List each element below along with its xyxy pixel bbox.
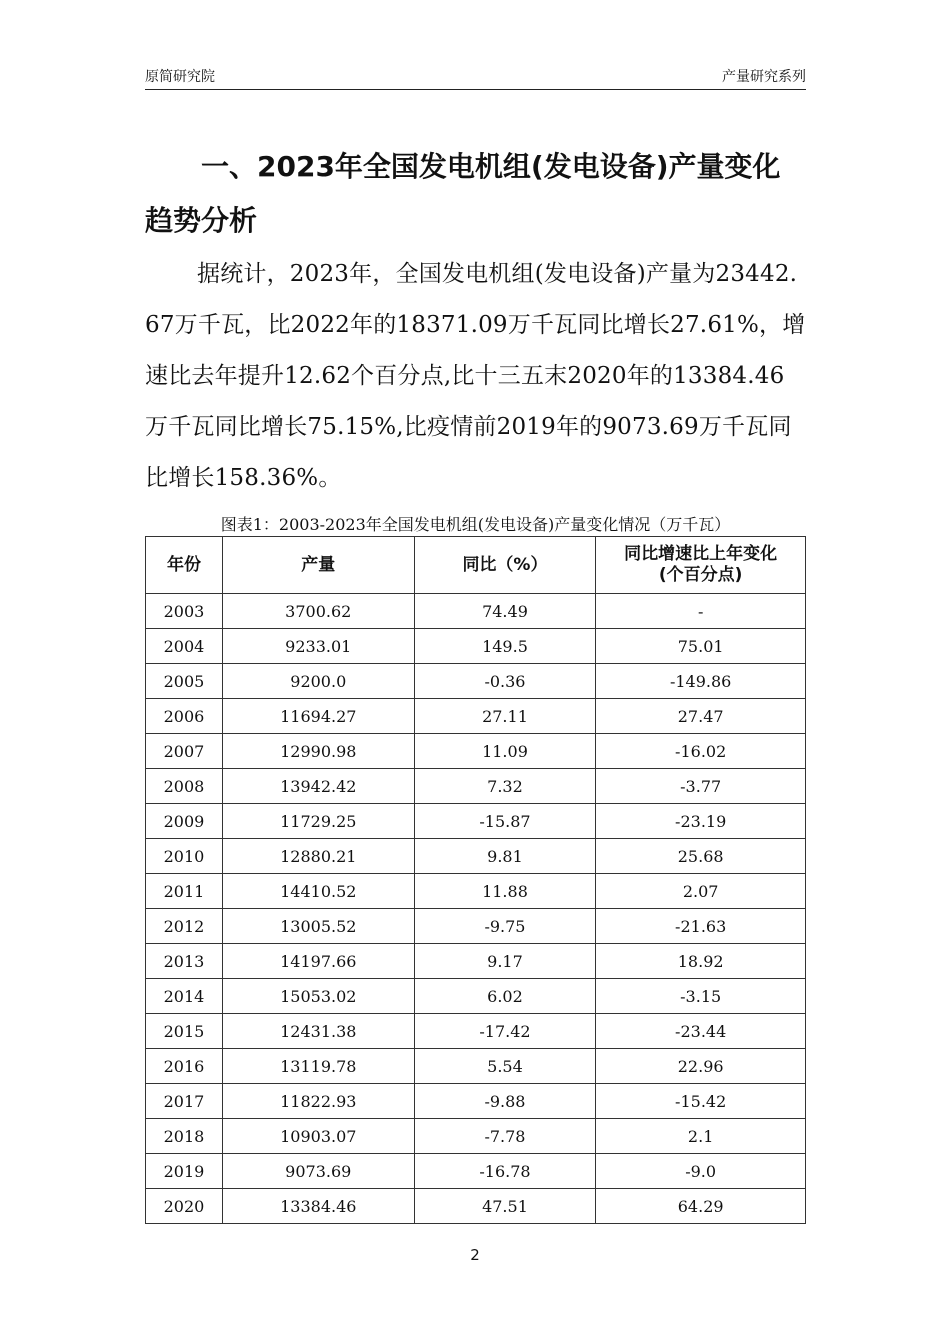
- cell-yoy-change: 2.07: [596, 874, 806, 909]
- table-row: [146, 839, 806, 874]
- cell-output: 11694.27: [222, 699, 414, 734]
- table-row: [146, 1014, 806, 1049]
- table-row: [146, 594, 806, 629]
- table-row: [146, 734, 806, 769]
- table-row: [146, 1049, 806, 1084]
- table-row: [146, 1189, 806, 1224]
- cell-yoy: 7.32: [414, 769, 596, 804]
- cell-yoy: -17.42: [414, 1014, 596, 1049]
- cell-year: 2011: [146, 874, 223, 909]
- cell-yoy: 9.17: [414, 944, 596, 979]
- cell-output: 11729.25: [222, 804, 414, 839]
- cell-yoy: 5.54: [414, 1049, 596, 1084]
- cell-yoy-change: 2.1: [596, 1119, 806, 1154]
- table-caption: 图表1：2003-2023年全国发电机组(发电设备)产量变化情况（万千瓦）: [220, 515, 731, 534]
- table-row: [146, 1084, 806, 1119]
- cell-year: 2014: [146, 979, 223, 1014]
- cell-yoy: 27.11: [414, 699, 596, 734]
- cell-yoy: 11.88: [414, 874, 596, 909]
- cell-yoy: -0.36: [414, 664, 596, 699]
- cell-yoy: 149.5: [414, 629, 596, 664]
- cell-yoy-change: -16.02: [596, 734, 806, 769]
- cell-yoy-change: 22.96: [596, 1049, 806, 1084]
- cell-year: 2005: [146, 664, 223, 699]
- cell-year: 2012: [146, 909, 223, 944]
- table-row: [146, 979, 806, 1014]
- section-title: 一、2023年全国发电机组(发电设备)产量变化趋势分析: [145, 150, 781, 237]
- page-number: 2: [470, 1246, 480, 1264]
- cell-yoy-change: -3.77: [596, 769, 806, 804]
- production-table: [145, 536, 806, 1224]
- cell-yoy: -15.87: [414, 804, 596, 839]
- cell-output: 10903.07: [222, 1119, 414, 1154]
- cell-output: 9233.01: [222, 629, 414, 664]
- cell-yoy: -9.75: [414, 909, 596, 944]
- cell-yoy-change: -21.63: [596, 909, 806, 944]
- cell-year: 2008: [146, 769, 223, 804]
- cell-yoy-change: 25.68: [596, 839, 806, 874]
- cell-year: 2006: [146, 699, 223, 734]
- cell-year: 2016: [146, 1049, 223, 1084]
- cell-yoy: -9.88: [414, 1084, 596, 1119]
- column-header-yoy: 同比（%）: [414, 537, 596, 594]
- cell-year: 2009: [146, 804, 223, 839]
- table-row: [146, 699, 806, 734]
- cell-year: 2017: [146, 1084, 223, 1119]
- cell-year: 2007: [146, 734, 223, 769]
- header-org-name: 原简研究院: [145, 69, 215, 85]
- cell-output: 11822.93: [222, 1084, 414, 1119]
- cell-yoy-change: 75.01: [596, 629, 806, 664]
- cell-yoy-change: -3.15: [596, 979, 806, 1014]
- cell-output: 15053.02: [222, 979, 414, 1014]
- table-row: [146, 664, 806, 699]
- table-row: [146, 629, 806, 664]
- column-header-yoy-change: 同比增速比上年变化 (个百分点): [596, 537, 806, 594]
- table-body: [146, 594, 806, 1224]
- cell-year: 2003: [146, 594, 223, 629]
- cell-output: 13119.78: [222, 1049, 414, 1084]
- table-row: [146, 1119, 806, 1154]
- cell-yoy: -7.78: [414, 1119, 596, 1154]
- cell-year: 2015: [146, 1014, 223, 1049]
- summary-paragraph: 据统计，2023年，全国发电机组(发电设备)产量为23442.67万千瓦，比2022年的18371.09万千瓦同比增长27.61%，增速比去年提升12.62个百分点,比十三五末2020年的13384.46万千瓦同比增长75.15%,比疫情前2019年的9073.69万千瓦同比增长158.36%。: [145, 261, 806, 491]
- cell-output: 9200.0: [222, 664, 414, 699]
- header-series-name: 产量研究系列: [722, 69, 806, 85]
- cell-yoy-change: -: [596, 594, 806, 629]
- table-row: [146, 874, 806, 909]
- cell-year: 2019: [146, 1154, 223, 1189]
- header-divider: [145, 89, 806, 90]
- column-header-year: 年份: [146, 537, 223, 594]
- cell-year: 2020: [146, 1189, 223, 1224]
- cell-output: 13005.52: [222, 909, 414, 944]
- cell-yoy: 11.09: [414, 734, 596, 769]
- cell-yoy-change: 27.47: [596, 699, 806, 734]
- column-header-output: 产量: [222, 537, 414, 594]
- table-row: [146, 804, 806, 839]
- cell-year: 2013: [146, 944, 223, 979]
- table-header-row: [146, 537, 806, 594]
- cell-yoy: -16.78: [414, 1154, 596, 1189]
- cell-yoy-change: 18.92: [596, 944, 806, 979]
- cell-output: 14197.66: [222, 944, 414, 979]
- cell-output: 3700.62: [222, 594, 414, 629]
- cell-output: 12431.38: [222, 1014, 414, 1049]
- table-row: [146, 909, 806, 944]
- cell-year: 2010: [146, 839, 223, 874]
- cell-yoy-change: -15.42: [596, 1084, 806, 1119]
- cell-output: 14410.52: [222, 874, 414, 909]
- cell-year: 2018: [146, 1119, 223, 1154]
- cell-output: 12880.21: [222, 839, 414, 874]
- cell-yoy: 74.49: [414, 594, 596, 629]
- cell-yoy-change: -23.44: [596, 1014, 806, 1049]
- cell-yoy-change: 64.29: [596, 1189, 806, 1224]
- cell-output: 13942.42: [222, 769, 414, 804]
- cell-yoy-change: -149.86: [596, 664, 806, 699]
- table-row: [146, 944, 806, 979]
- cell-year: 2004: [146, 629, 223, 664]
- cell-yoy-change: -9.0: [596, 1154, 806, 1189]
- table-row: [146, 1154, 806, 1189]
- cell-output: 9073.69: [222, 1154, 414, 1189]
- cell-yoy: 9.81: [414, 839, 596, 874]
- table-row: [146, 769, 806, 804]
- cell-yoy: 6.02: [414, 979, 596, 1014]
- cell-output: 13384.46: [222, 1189, 414, 1224]
- cell-yoy-change: -23.19: [596, 804, 806, 839]
- cell-output: 12990.98: [222, 734, 414, 769]
- cell-yoy: 47.51: [414, 1189, 596, 1224]
